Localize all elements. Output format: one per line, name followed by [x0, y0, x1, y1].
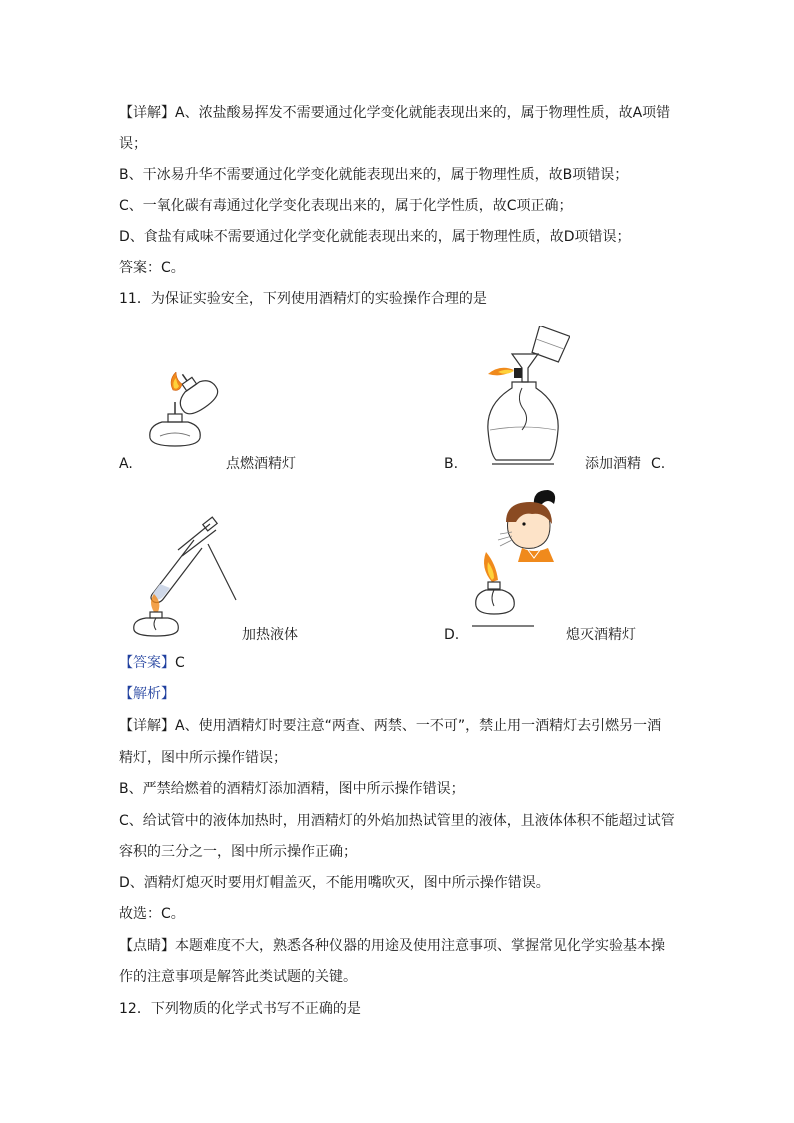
comment-line-cont: 作的注意事项是解答此类试题的关键。	[119, 969, 357, 985]
detail-11-a	[119, 716, 661, 736]
choose-line: 故选：C。	[119, 906, 185, 922]
question-12-stem: 12．下列物质的化学式书写不正确的是	[119, 1001, 361, 1017]
option-d-letter: D.	[444, 627, 460, 643]
detail-11-c: C、给试管中的液体加热时，用酒精灯的外焰加热试管里的液体，且液体体积不能超过试管	[119, 813, 675, 829]
adding-alcohol-figure	[478, 326, 570, 470]
detail-11-a-cont: 精灯，图中所示操作错误；	[119, 750, 287, 766]
detail-line-c: C、一氧化碳有毒通过化学变化表现出来的，属于化学性质，故C项正确；	[119, 198, 573, 214]
detail-text: A、浓盐酸易挥发不需要通过化学变化就能表现出来的，属于物理性质，故A项错	[175, 105, 671, 121]
comment-line	[119, 936, 665, 956]
heating-liquid-figure	[124, 516, 244, 640]
comment-label: 【点睛】	[119, 938, 175, 954]
lighting-lamp-figure	[140, 372, 230, 464]
comment-text: 本题难度不大，熟悉各种仪器的用途及使用注意事项、掌握常见化学实验基本操	[175, 938, 665, 954]
detail-11-b: B、严禁给燃着的酒精灯添加酒精，图中所示操作错误；	[119, 781, 465, 797]
detail-11-d: D、酒精灯熄灭时要用灯帽盖灭，不能用嘴吹灭，图中所示操作错误。	[119, 875, 550, 891]
option-c-letter: C.	[651, 456, 666, 472]
detail-answer: 答案：C。	[119, 260, 185, 276]
question-11-stem: 11．为保证实验安全，下列使用酒精灯的实验操作合理的是	[119, 291, 487, 307]
option-a-letter: A.	[119, 456, 133, 472]
blowing-out-lamp-figure	[472, 488, 568, 630]
answer-line	[119, 653, 185, 673]
option-b-letter: B.	[444, 456, 459, 472]
detail-line-a	[119, 103, 670, 123]
detail-11-a-text: A、使用酒精灯时要注意“两查、两禁、一不可”，禁止用一酒精灯去引燃另一酒	[175, 718, 662, 734]
detail-11-label: 【详解】	[119, 718, 175, 734]
detail-label: 【详解】	[119, 105, 175, 121]
detail-11-c-cont: 容积的三分之一，图中所示操作正确；	[119, 844, 357, 860]
detail-line-b: B、干冰易升华不需要通过化学变化就能表现出来的，属于物理性质，故B项错误；	[119, 167, 629, 183]
detail-line-a-cont: 误；	[119, 136, 147, 152]
analysis-label: 【解析】	[119, 686, 175, 702]
option-c-caption: 加热液体	[242, 627, 298, 643]
detail-line-d: D、食盐有咸味不需要通过化学变化就能表现出来的，属于物理性质，故D项错误；	[119, 229, 631, 245]
option-d-caption: 熄灭酒精灯	[566, 627, 636, 643]
option-a-caption: 点燃酒精灯	[226, 456, 296, 472]
option-b-caption: 添加酒精	[585, 456, 641, 472]
answer-label: 【答案】	[119, 655, 175, 671]
answer-value: C	[175, 655, 185, 671]
